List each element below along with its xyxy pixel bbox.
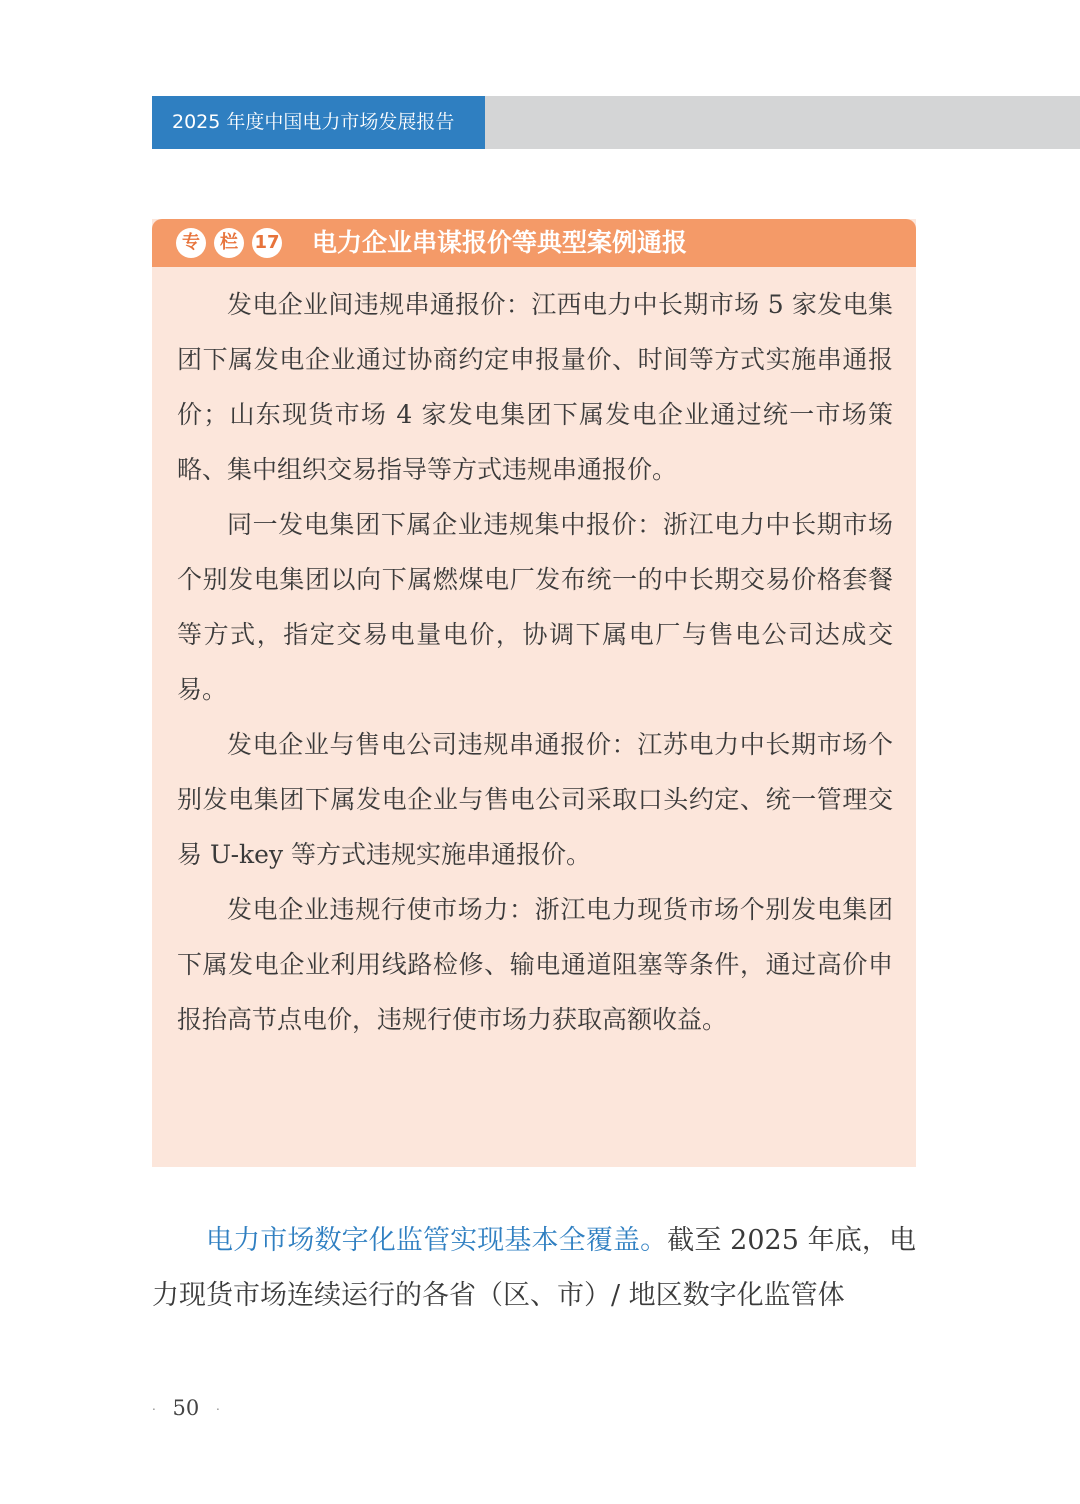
column-paragraph: 同一发电集团下属企业违规集中报价：浙江电力中长期市场个别发电集团以向下属燃煤电厂发布统一的中长期交易价格套餐等方式，指定交易电量电价，协调下属电厂与售电公司达成交易。 [177,510,893,704]
report-title: 2025 年度中国电力市场发展报告 [152,96,485,149]
column-badge-number: 17 [252,228,282,258]
main-paragraph [152,1213,916,1323]
column-paragraph: 发电企业间违规串通报价：江西电力中长期市场 5 家发电集团下属发电企业通过协商约定申报量价、时间等方式实施串通报价；山东现货市场 4 家发电集团下属发电企业通过统一市场策略、集中组织交易指导等方式违规串通报价。 [177,290,893,484]
page-number-footer [152,1396,220,1420]
main-text [152,1213,916,1323]
main-paragraph-text: 截至 2025 年底，电力现货市场连续运行的各省（区、市）/ 地区数字化监管体 [152,1225,916,1311]
column-body [177,277,893,1047]
column-badge-zhuan: 专 [176,228,206,258]
column-header [152,219,916,267]
column-paragraph: 发电企业与售电公司违规串通报价：江苏电力中长期市场个别发电集团下属发电企业与售电公司采取口头约定、统一管理交易 U-key 等方式违规实施串通报价。 [177,730,893,869]
footer-dot-left: · [152,1402,156,1417]
column-badge-lan: 栏 [214,228,244,258]
footer-dot-right: · [215,1402,220,1417]
column-paragraph: 发电企业违规行使市场力：浙江电力现货市场个别发电集团下属发电企业利用线路检修、输电通道阻塞等条件，通过高价申报抬高节点电价，违规行使市场力获取高额收益。 [177,895,893,1034]
section-highlight: 电力市场数字化监管实现基本全覆盖。 [206,1225,668,1256]
special-column-box [152,219,916,1167]
column-title: 电力企业串谋报价等典型案例通报 [312,228,688,257]
page-number: 50 [172,1396,200,1420]
